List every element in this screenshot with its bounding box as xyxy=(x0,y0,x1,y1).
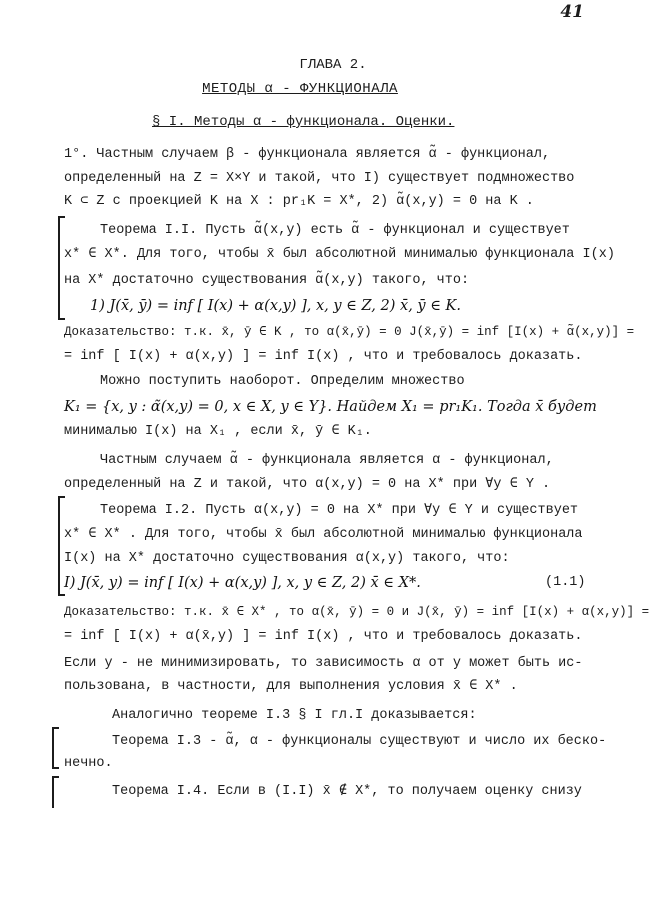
text-line: K₁ = {x, y : α̃(x,y) = 0, x ∈ X, y ∈ Y}. Найдем X₁ = pr₁K₁. Тогда x̄ будет xyxy=(64,399,597,415)
text-line: Можно поступить наоборот. Определим множество xyxy=(100,374,465,389)
proof-line: = inf [ I(x) + α(x̄,y) ] = inf I(x) , что и требовалось доказать. xyxy=(64,629,583,644)
text-line: нечно. xyxy=(64,756,113,771)
theorem-line: Теорема I.4. Если в (I.I) x̄ ∉ X*, то получаем оценку снизу xyxy=(112,784,582,799)
theorem-line: Теорема I.2. Пусть α(x,y) = 0 на X* при ∀y ∈ Y и существует xyxy=(100,503,579,518)
theorem-line: Теорема I.3 - α̃, α - функционалы существуют и число их беско- xyxy=(112,734,607,749)
text-line: определенный на Z = X×Y и такой, что I) существует подмножество xyxy=(64,171,575,186)
text-line: Аналогично теореме I.3 § I гл.I доказывается: xyxy=(112,708,477,723)
proof-line: Доказательство: т.к. x̄, ȳ ∈ K , то α(x̄,ȳ) = 0 J(x̄,ȳ) = inf [I(x) + α̃(x,y)] = xyxy=(64,325,635,339)
page-number: 41 xyxy=(560,2,584,22)
chapter-heading: ГЛАВА 2. xyxy=(299,57,367,73)
text-line: минималью I(x) на X₁ , если x̄, ȳ ∈ K₁. xyxy=(64,424,372,439)
proof-line: Доказательство: т.к. x̄ ∈ X* , то α(x̄, ȳ) = 0 и J(x̄, ȳ) = inf [I(x) + α(x,y)] = xyxy=(64,605,650,619)
equation-number: (1.1) xyxy=(545,575,586,590)
chapter-title: МЕТОДЫ α - ФУНКЦИОНАЛА xyxy=(202,81,398,97)
margin-bracket xyxy=(52,776,59,808)
text-line: x* ∈ X*. Для того, чтобы x̄ был абсолютной минималью функционала I(x) xyxy=(64,247,615,262)
text-line: определенный на Z и такой, что α(x,y) = 0 на X* при ∀y ∈ Y . xyxy=(64,477,551,492)
text-line: пользована, в частности, для выполнения условия x̄ ∈ X* . xyxy=(64,679,518,694)
formula-line: 1) J(x̄, ȳ) = inf [ I(x) + α(x,y) ], x, y ∈ Z, 2) x̄, ȳ ∈ K. xyxy=(90,298,461,314)
section-heading: § I. Методы α - функционала. Оценки. xyxy=(152,114,455,130)
text-line: 1°. Частным случаем β - функционала является α̃ - функционал, xyxy=(64,147,551,162)
margin-bracket xyxy=(58,216,65,320)
theorem-line: Теорема I.I. Пусть α̃(x,y) есть α̃ - функционал и существует xyxy=(100,223,570,238)
text-line: Частным случаем α̃ - функционала является α - функционал, xyxy=(100,453,554,468)
text-line: Если y - не минимизировать, то зависимость α от y может быть ис- xyxy=(64,656,583,671)
formula-line: I) J(x̄, y) = inf [ I(x) + α(x,y) ], x, y ∈ Z, 2) x̄ ∈ X*. xyxy=(64,575,421,591)
margin-bracket xyxy=(52,727,59,769)
proof-line: = inf [ I(x) + α(x,y) ] = inf I(x) , что и требовалось доказать. xyxy=(64,349,583,364)
text-line: x* ∈ X* . Для того, чтобы x̄ был абсолютной минималью функционала xyxy=(64,527,583,542)
text-line: на X* достаточно существования α̃(x,y) такого, что: xyxy=(64,273,470,288)
text-line: I(x) на X* достаточно существования α(x,y) такого, что: xyxy=(64,551,510,566)
text-line: K ⊂ Z с проекцией K на X : pr₁K = X*, 2) α̃(x,y) = 0 на K . xyxy=(64,194,534,209)
